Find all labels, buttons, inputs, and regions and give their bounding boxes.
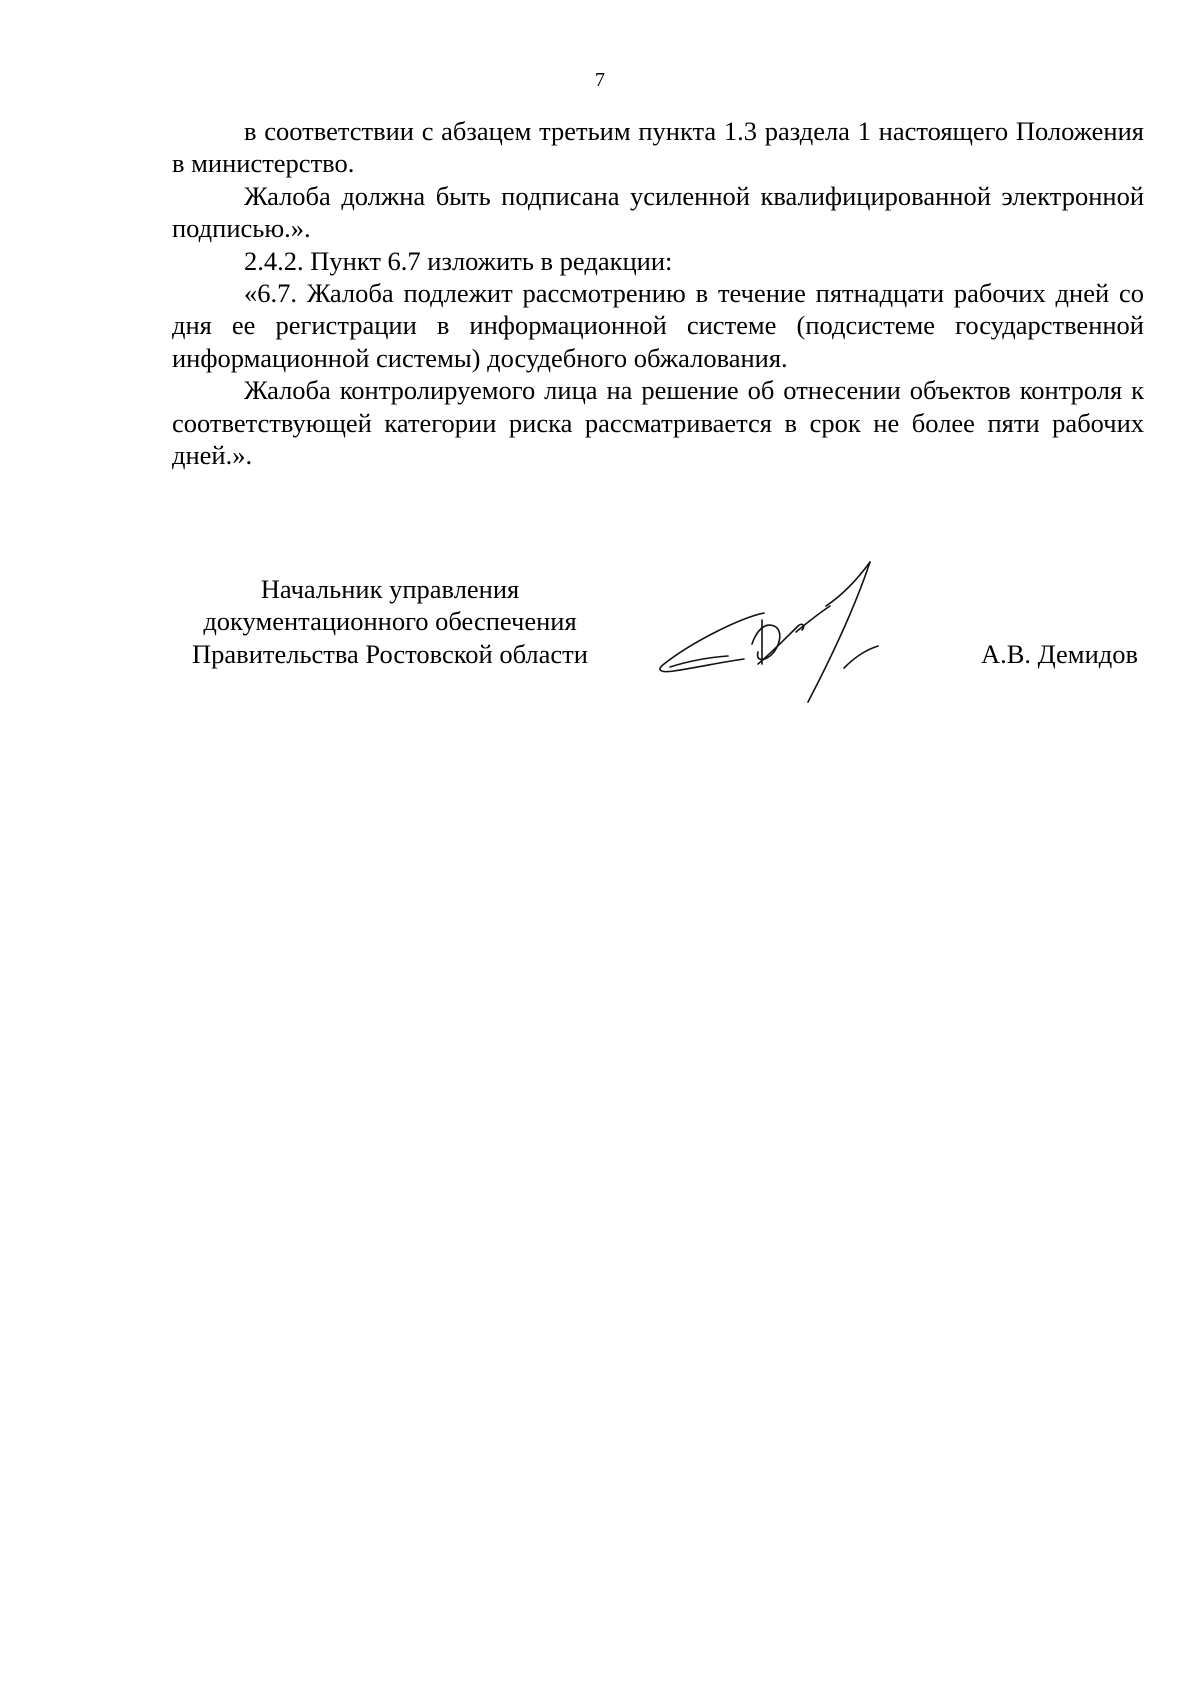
handwritten-signature <box>652 556 942 716</box>
signer-name: А.В. Демидов <box>980 638 1138 669</box>
signer-position-line-3: Правительства Ростовской области <box>192 638 588 669</box>
paragraph-5: Жалоба контролируемого лица на решение об отнесении объектов контроля к соответствующей категории риска рассматривается в срок не более пяти рабочих дней.». <box>172 375 1144 471</box>
page-number: 7 <box>595 69 605 91</box>
signer-position-line-1: Начальник управления <box>260 574 520 604</box>
signer-position <box>172 573 608 670</box>
signer-position-line-2: документационного обеспечения <box>203 606 577 637</box>
document-body <box>172 115 1144 471</box>
paragraph-1: в соответствии с абзацем третьим пункта 1.3 раздела 1 настоящего Положения в министерство. <box>172 116 1144 179</box>
paragraph-3: 2.4.2. Пункт 6.7 изложить в редакции: <box>244 245 673 276</box>
paragraph-2: Жалоба должна быть подписана усиленной квалифицированной электронной подписью.». <box>172 180 1144 244</box>
paragraph-4: «6.7. Жалоба подлежит рассмотрению в течение пятнадцати рабочих дней со дня ее регистрации в информационной системе (подсистеме государственной информационной системы) досудебного обжалования. <box>172 278 1144 373</box>
signature-block <box>172 573 1144 733</box>
